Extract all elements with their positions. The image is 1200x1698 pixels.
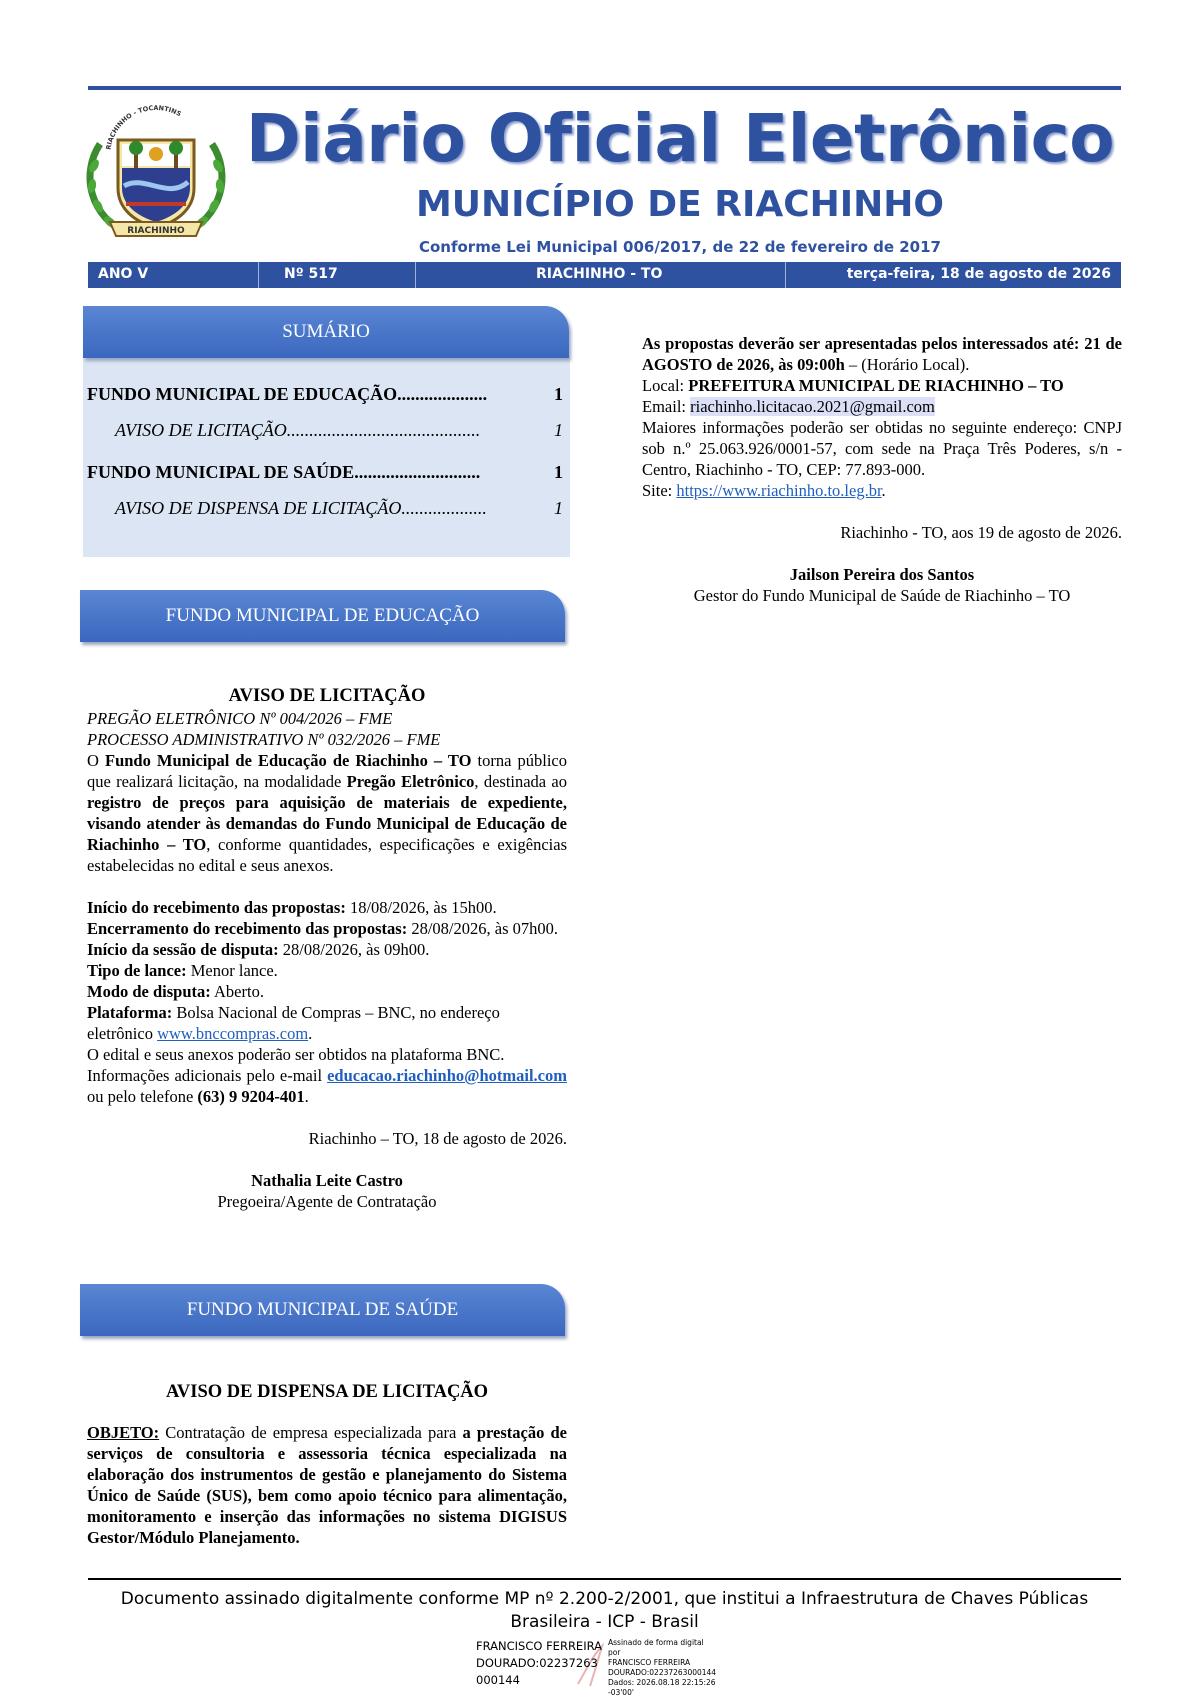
edition-number: Nº 517 [284,266,338,282]
header-top-rule [88,86,1121,90]
digital-signature-details: Assinado de forma digital por FRANCISCO FERREIRA DOURADO:02237263000144 Dados: 2026.08.18 22:15:26 -03'00' [608,1638,717,1697]
journal-title: Diário Oficial Eletrônico [245,100,1115,177]
svg-text:RIACHINHO - TOCANTINS: RIACHINHO - TOCANTINS [104,104,183,151]
summary-list [87,382,563,520]
right-column [642,333,1122,606]
education-paragraph: O Fundo Municipal de Educação de Riachinho – TO torna público que realizará licitação, na modalidade Pregão Eletrônico, destinada ao registro de preços para aquisição de materiais de expediente, visando atender às demandas do Fundo Municipal de Educação de Riachinho – TO, conforme quantidades, especificações e exigências estabelecidas no edital e seus anexos. [87,751,568,875]
education-place-date: Riachinho – TO, 18 de agosto de 2026. [308,1129,567,1148]
digital-signer-name: FRANCISCO FERREIRA DOURADO:02237263 000144 [476,1639,602,1687]
education-notice [87,684,567,1212]
session-start: Início da sessão de disputa: 28/08/2026, às 09h00. [87,940,430,959]
edital-info: O edital e seus anexos poderão ser obtidos na plataforma BNC. [87,1045,505,1064]
platform-info: Plataforma: Bolsa Nacional de Compras – BNC, no endereço eletrônico www.bnccompras.com. [87,1003,500,1043]
bid-type: Tipo de lance: Menor lance. [87,961,278,980]
site-link[interactable]: https://www.riachinho.to.leg.br [676,481,882,500]
summary-entry[interactable]: AVISO DE LICITAÇÃO ........................................... 1 [115,420,563,440]
education-signer-role: Pregoeira/Agente de Contratação [217,1192,437,1211]
footer-notice: Documento assinado digitalmente conforme MP nº 2.200-2/2001, que institui a Infraestrutura de Chaves Públicas Brasileira - ICP - Brasil [120,1589,1089,1632]
education-banner: FUNDO MUNICIPAL DE EDUCAÇÃO [80,590,565,642]
education-signer: Nathalia Leite Castro [251,1171,403,1190]
municipal-seal-icon [80,104,232,244]
dispute-mode: Modo de disputa: Aberto. [87,982,264,1001]
edition-date: terça-feira, 18 de agosto de 2026 [846,266,1111,282]
right-place-date: Riachinho - TO, aos 19 de agosto de 2026. [840,523,1122,542]
education-heading: AVISO DE LICITAÇÃO [228,686,426,706]
summary-banner: SUMÁRIO [83,306,569,358]
pregao-reference: PREGÃO ELETRÔNICO Nº 004/2026 – FME [87,709,393,728]
proposal-email: Email: riachinho.licitacao.2021@gmail.com [642,397,935,416]
health-object: OBJETO: Contratação de empresa especializada para a prestação de serviços de consultoria e assessoria técnica especializada na elaboração dos instrumentos de gestão e planejamento do Sistema Único de Saúde (SUS), bem como apoio técnico para alimentação, monitoramento e inserção das informações no sistema DIGISUS Gestor/Módulo Planejamento. [87,1423,567,1547]
health-heading: AVISO DE DISPENSA DE LICITAÇÃO [165,1382,489,1402]
more-info: Maiores informações poderão ser obtidas no seguinte endereço: CNPJ sob n.º 25.063.926/0001-57, com sede na Praça Três Poderes, s/n - Centro, Riachinho - TO, CEP: 77.893-000. [642,418,1122,479]
proposal-location: Local: PREFEITURA MUNICIPAL DE RIACHINHO – TO [642,376,1064,395]
proposal-deadline: As propostas deverão ser apresentadas pelos interessados até: 21 de AGOSTO de 2026, às 09:00h – (Horário Local). [642,334,1122,374]
contact-info: Informações adicionais pelo e-mail educacao.riachinho@hotmail.com ou pelo telefone (63) 9 9204-401. [87,1066,567,1106]
health-banner: FUNDO MUNICIPAL DE SAÚDE [80,1284,565,1336]
proposal-start: Início do recebimento das propostas: 18/08/2026, às 15h00. [87,898,497,917]
process-reference: PROCESSO ADMINISTRATIVO Nº 032/2026 – FME [87,730,441,749]
footer-rule [88,1578,1121,1580]
legal-basis-line: Conforme Lei Municipal 006/2017, de 22 de fevereiro de 2017 [418,238,941,256]
right-signer: Jailson Pereira dos Santos [789,565,975,584]
edition-year: ANO V [98,266,149,282]
svg-text:RIACHINHO: RIACHINHO [127,226,185,236]
site-info: Site: https://www.riachinho.to.leg.br. [642,481,886,500]
education-email-link[interactable]: educacao.riachinho@hotmail.com [327,1066,567,1085]
summary-entry[interactable]: FUNDO MUNICIPAL DE SAÚDE ............................ 1 [87,462,563,482]
right-signer-role: Gestor do Fundo Municipal de Saúde de Riachinho – TO [693,586,1071,605]
municipality-title: MUNICÍPIO DE RIACHINHO [415,184,945,225]
proposal-end: Encerramento do recebimento das propostas: 28/08/2026, às 07h00. [87,919,558,938]
bnc-link[interactable]: www.bnccompras.com [157,1024,309,1043]
health-notice [87,1380,567,1548]
licitacao-email[interactable]: riachinho.licitacao.2021@gmail.com [690,397,935,416]
summary-entry[interactable]: AVISO DE DISPENSA DE LICITAÇÃO ................... 1 [115,498,563,518]
summary-entry[interactable]: FUNDO MUNICIPAL DE EDUCAÇÃO .................... 1 [87,384,563,404]
edition-city: RIACHINHO - TO [536,266,663,282]
edition-info-bar [88,262,1121,288]
